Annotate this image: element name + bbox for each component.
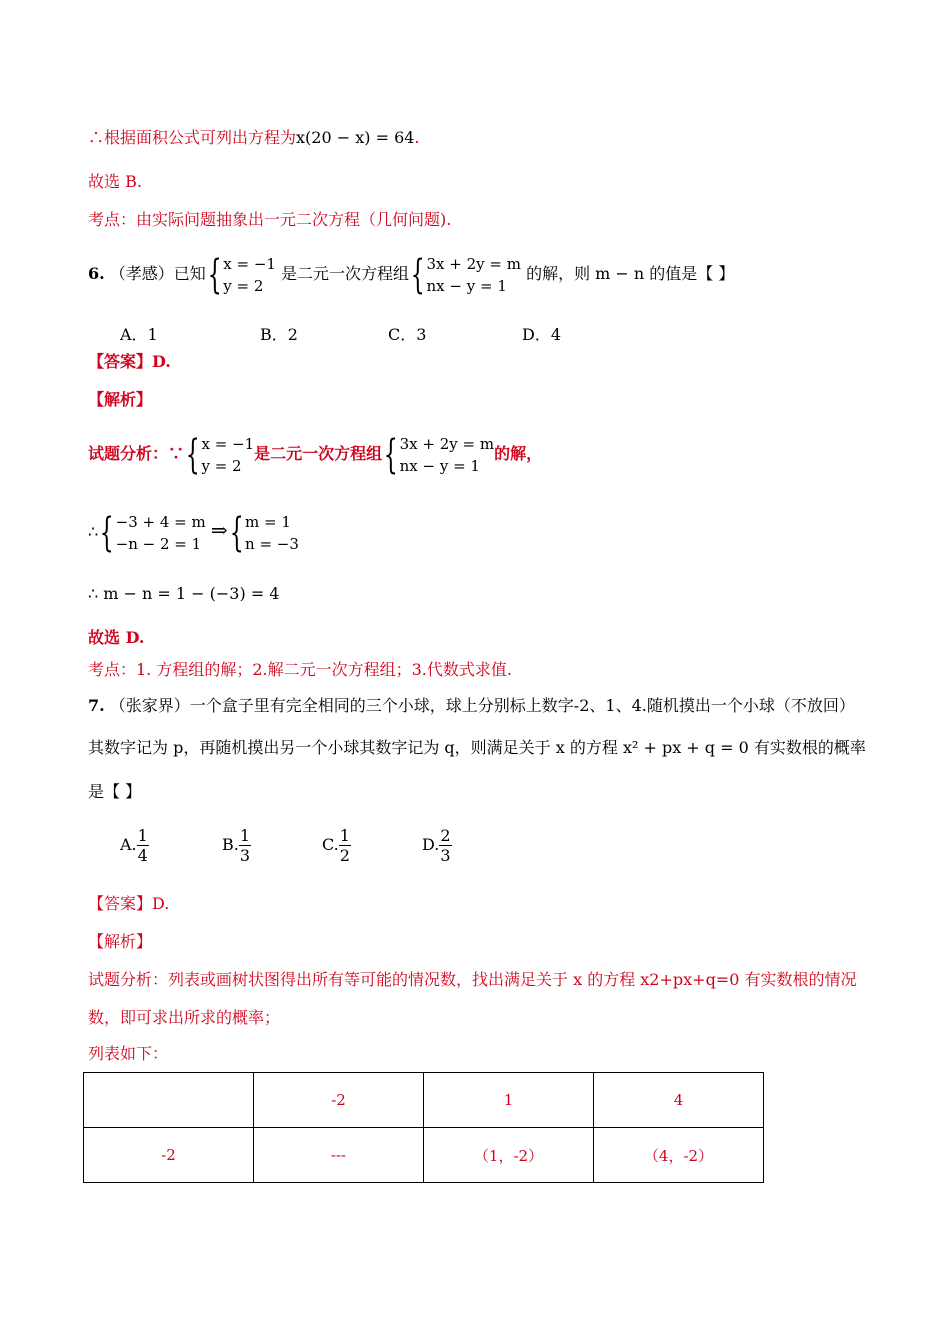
q6-analysis-prefix: 试题分析：∵ <box>88 444 185 463</box>
q7-option-b <box>222 826 251 865</box>
q6-option-b: B．2 <box>260 325 298 344</box>
fraction-numerator: 1 <box>239 826 251 845</box>
q7-option-a <box>120 826 149 865</box>
fraction <box>339 826 351 865</box>
q7-option-c <box>322 826 351 865</box>
q6-step-left <box>116 511 206 555</box>
table-cell <box>84 1073 254 1128</box>
fraction <box>439 826 451 865</box>
fraction <box>137 826 149 865</box>
fraction-denominator: 3 <box>440 846 451 865</box>
q7-line-1 <box>88 696 855 716</box>
q6-analysis-sys1-row: x = −1 <box>201 434 255 453</box>
implies-icon: ⇒ <box>210 518 228 542</box>
q5-equation-line <box>88 128 420 148</box>
q6-analysis-line <box>88 432 542 477</box>
q6-step-right-row: m = 1 <box>245 512 291 531</box>
q6-mid: 是二元一次方程组 <box>281 264 410 283</box>
table-cell: -2 <box>254 1073 424 1128</box>
brace-icon: { <box>383 431 398 478</box>
q6-analysis-tail: 的解， <box>494 444 543 463</box>
table-cell: 1 <box>424 1073 594 1128</box>
q6-analysis-sys2-row: nx − y = 1 <box>399 456 480 475</box>
q7-outcome-table <box>83 1072 764 1183</box>
q6-step-right <box>245 511 299 555</box>
q7-option-label: C. <box>322 835 339 854</box>
table-cell: 4 <box>594 1073 764 1128</box>
table-cell: （1，-2） <box>424 1128 594 1183</box>
q7-option-label: A. <box>120 835 137 854</box>
q7-line-2: 其数字记为 p，再随机摸出另一个小球其数字记为 q，则满足关于 x 的方程 x² + px + q = 0 有实数根的概率 <box>88 738 866 757</box>
q6-choice: 故选 D. <box>88 628 145 647</box>
q6-sys2-row: nx − y = 1 <box>426 276 507 295</box>
q6-solution-step <box>88 508 299 555</box>
q6-analysis-sys2-row: 3x + 2y = m <box>399 434 495 453</box>
q6-question <box>88 252 734 297</box>
q6-analysis-mid: 是二元一次方程组 <box>254 444 383 463</box>
q5-equation: x(20 − x) = 64 <box>296 128 415 147</box>
q6-analysis-label: 【解析】 <box>88 390 153 409</box>
q5-equation-prefix: ∴根据面积公式可列出方程为 <box>88 128 297 147</box>
fraction-numerator: 2 <box>440 826 451 845</box>
fraction-denominator: 3 <box>239 846 251 865</box>
brace-icon: { <box>185 431 200 478</box>
table-cell: （4，-2） <box>594 1128 764 1183</box>
q6-step-left-row: −n − 2 = 1 <box>115 534 202 553</box>
q5-equation-suffix: . <box>414 128 420 147</box>
q6-sys1-row: x = −1 <box>223 254 276 273</box>
q6-system-2 <box>427 253 521 297</box>
q6-step-right-row: n = −3 <box>245 534 299 553</box>
fraction-numerator: 1 <box>339 826 350 845</box>
q6-system-1 <box>223 253 276 297</box>
q6-sys2-row: 3x + 2y = m <box>426 254 521 273</box>
q7-analysis-line-1: 试题分析：列表或画树状图得出所有等可能的情况数，找出满足关于 x 的方程 x2+px+q=0 有实数根的情况 <box>88 970 857 989</box>
q6-answer: 【答案】D. <box>88 352 171 371</box>
q7-answer: 【答案】D. <box>88 894 170 913</box>
q7-line-1-text: （张家界）一个盒子里有完全相同的三个小球，球上分别标上数字-2、1、4.随机摸出一个小球（不放回） <box>109 696 855 715</box>
q7-analysis-line-2: 数，即可求出所求的概率； <box>88 1008 281 1027</box>
fraction-denominator: 4 <box>137 846 148 865</box>
q5-kaodian: 考点：由实际问题抽象出一元二次方程（几何问题). <box>88 210 452 229</box>
q6-sys1-row: y = 2 <box>223 276 264 295</box>
brace-icon: { <box>229 509 244 556</box>
fraction-denominator: 2 <box>339 846 350 865</box>
q6-analysis-system-2 <box>400 433 494 477</box>
fraction <box>239 826 251 865</box>
q6-result: ∴ m − n = 1 − (−3) = 4 <box>88 584 280 603</box>
q6-kaodian: 考点：1. 方程组的解；2.解二元一次方程组；3.代数式求值. <box>88 660 512 679</box>
q6-option-d: D．4 <box>522 325 562 344</box>
brace-icon: { <box>410 251 425 298</box>
q7-line-3: 是【 】 <box>88 782 142 801</box>
therefore-symbol: ∴ <box>88 522 99 541</box>
q7-table-intro: 列表如下： <box>88 1044 169 1063</box>
fraction-numerator: 1 <box>137 826 148 845</box>
q6-analysis-sys1-row: y = 2 <box>201 456 242 475</box>
brace-icon: { <box>99 509 114 556</box>
q5-choice: 故选 B. <box>88 172 142 191</box>
table-cell: -2 <box>84 1128 254 1183</box>
q6-step-left-row: −3 + 4 = m <box>115 512 206 531</box>
q7-option-label: D. <box>422 835 440 854</box>
q6-tail: 的解，则 m − n 的值是【 】 <box>526 264 735 283</box>
table-row <box>84 1073 764 1128</box>
q6-analysis-system-1 <box>201 433 254 477</box>
q7-option-d <box>422 826 452 865</box>
table-row <box>84 1128 764 1183</box>
q6-number: 6. <box>88 264 105 283</box>
q6-option-c: C．3 <box>388 325 427 344</box>
q7-number: 7. <box>88 696 105 715</box>
q6-source: （孝感）已知 <box>109 264 206 283</box>
q7-analysis-label: 【解析】 <box>88 932 153 951</box>
q7-option-label: B. <box>222 835 239 854</box>
table-cell: --- <box>254 1128 424 1183</box>
q6-option-a: A．1 <box>120 325 158 344</box>
brace-icon: { <box>207 251 222 298</box>
